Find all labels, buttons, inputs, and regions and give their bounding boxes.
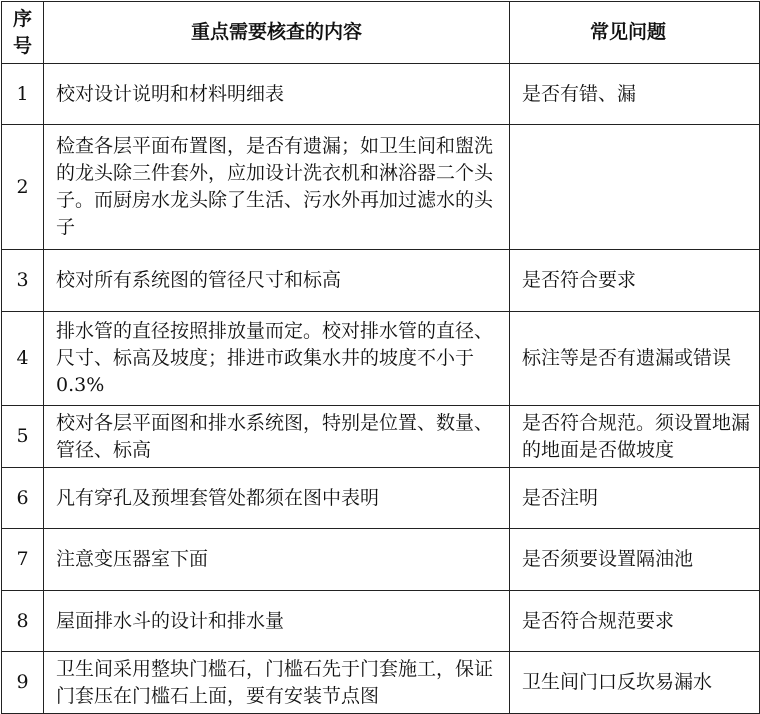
row-number: 4 [2, 312, 44, 406]
row-content: 排水管的直径按照排放量而定。校对排水管的直径、尺寸、标高及坡度；排进市政集水井的坡度不小于 0.3% [44, 312, 510, 406]
header-content: 重点需要核查的内容 [44, 2, 510, 64]
row-issue: 是否有错、漏 [510, 64, 760, 125]
row-number: 6 [2, 468, 44, 529]
row-number: 9 [2, 652, 44, 714]
row-content: 校对各层平面图和排水系统图，特别是位置、数量、管径、标高 [44, 406, 510, 468]
row-issue: 是否符合要求 [510, 250, 760, 312]
row-number: 7 [2, 529, 44, 591]
row-content: 校对所有系统图的管径尺寸和标高 [44, 250, 510, 312]
table-row [2, 312, 760, 406]
header-row [2, 2, 760, 64]
row-number: 8 [2, 591, 44, 652]
row-content: 凡有穿孔及预埋套管处都须在图中表明 [44, 468, 510, 529]
row-number: 5 [2, 406, 44, 468]
row-content: 注意变压器室下面 [44, 529, 510, 591]
header-index: 序号 [2, 2, 44, 64]
table-row [2, 652, 760, 714]
row-number: 2 [2, 125, 44, 250]
table-row [2, 591, 760, 652]
header-issue: 常见问题 [510, 2, 760, 64]
table-row [2, 468, 760, 529]
table-row [2, 250, 760, 312]
row-number: 3 [2, 250, 44, 312]
row-content: 检查各层平面布置图，是否有遗漏；如卫生间和盥洗的龙头除三件套外，应加设计洗衣机和淋浴器二个头子。而厨房水龙头除了生活、污水外再加过滤水的头子 [44, 125, 510, 250]
row-issue: 卫生间门口反坎易漏水 [510, 652, 760, 714]
row-issue [510, 125, 760, 250]
table-row [2, 64, 760, 125]
row-issue: 是否符合规范要求 [510, 591, 760, 652]
row-number: 1 [2, 64, 44, 125]
row-issue: 是否须要设置隔油池 [510, 529, 760, 591]
row-content: 校对设计说明和材料明细表 [44, 64, 510, 125]
table-row [2, 406, 760, 468]
row-issue: 是否符合规范。须设置地漏的地面是否做坡度 [510, 406, 760, 468]
row-issue: 是否注明 [510, 468, 760, 529]
row-issue: 标注等是否有遗漏或错误 [510, 312, 760, 406]
review-table [1, 1, 760, 714]
table-row [2, 125, 760, 250]
table-row [2, 529, 760, 591]
row-content: 屋面排水斗的设计和排水量 [44, 591, 510, 652]
row-content: 卫生间采用整块门槛石，门槛石先于门套施工，保证门套压在门槛石上面，要有安装节点图 [44, 652, 510, 714]
